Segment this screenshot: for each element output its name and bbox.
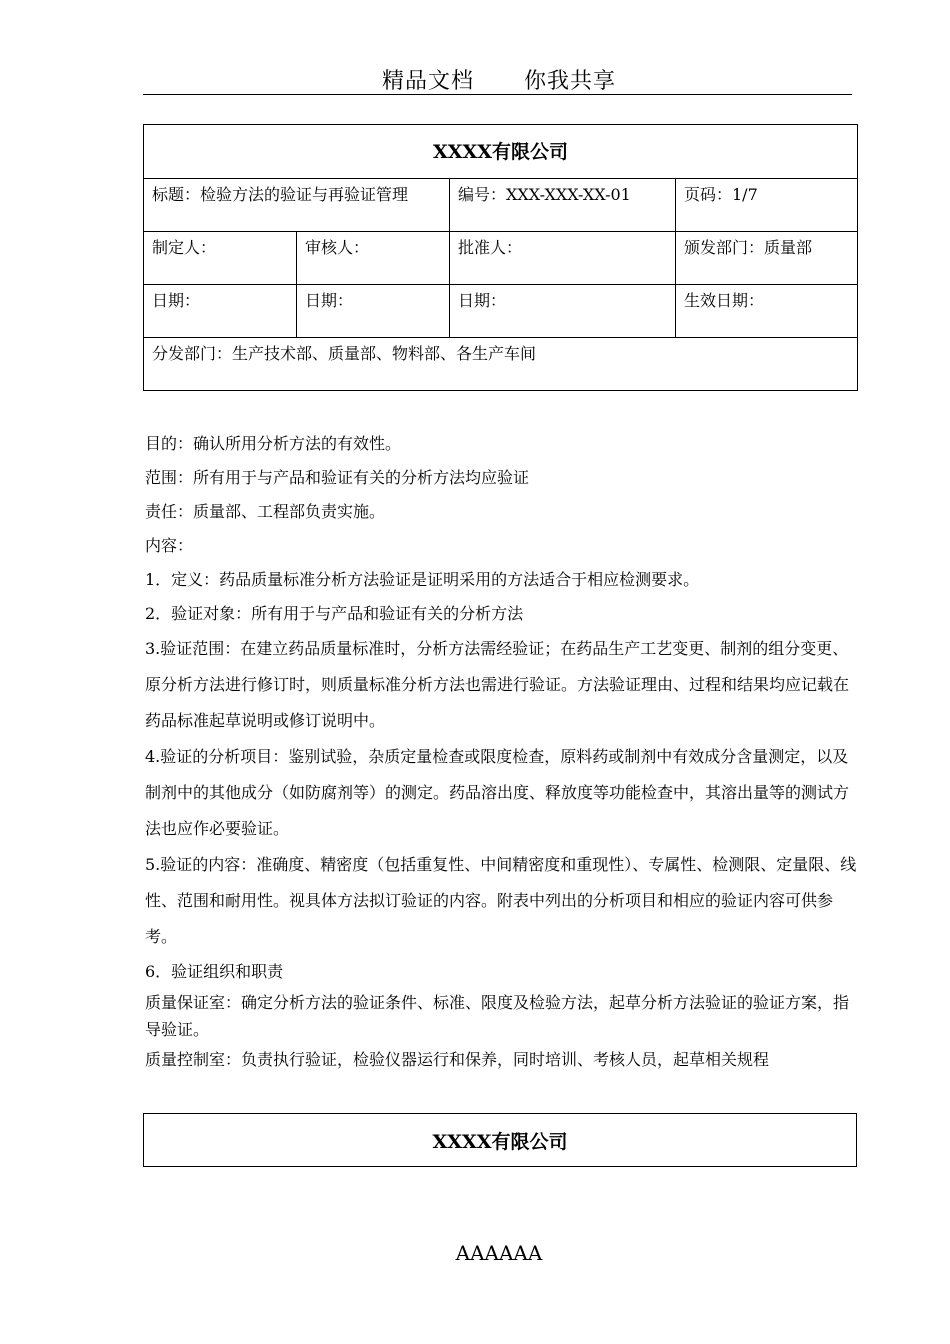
header-right-text: 你我共享 xyxy=(524,69,617,94)
document-control-table xyxy=(143,124,858,391)
item-5-content: 5.验证的内容：准确度、精密度（包括重复性、中间精密度和重现性）、专属性、检测限、定量限、线性、范围和耐用性。视具体方法拟订验证的内容。附表中列出的分析项目和相应的验证内容可供参考。 xyxy=(145,855,857,946)
item-3-scope: 3.验证范围：在建立药品质量标准时，分析方法需经验证；在药品生产工艺变更、制剂的组分变更、原分析方法进行修订时，则质量标准分析方法也需进行验证。方法验证理由、过程和结果均应记载在药品标准起草说明或修订说明中。 xyxy=(145,639,850,730)
document-title-cell: 标题：检验方法的验证与再验证管理 xyxy=(144,179,450,232)
qa-responsibility: 质量保证室：确定分析方法的验证条件、标准、限度及检验方法，起草分析方法验证的验证方案，指导验证。 xyxy=(145,993,850,1039)
content-label: 内容： xyxy=(145,536,194,555)
reviewer-cell: 审核人： xyxy=(297,232,450,285)
document-number-cell: 编号：XXX-XXX-XX-01 xyxy=(450,179,676,232)
approver-cell: 批准人： xyxy=(450,232,676,285)
effective-date-cell: 生效日期： xyxy=(676,285,858,338)
item-4-analysis-items: 4.验证的分析项目：鉴别试验，杂质定量检查或限度检查，原料药或制剂中有效成分含量测定，以及制剂中的其他成分（如防腐剂等）的测定。药品溶出度、释放度等功能检查中，其溶出量等的测试方法也应作必要验证。 xyxy=(145,747,850,838)
scope-paragraph: 范围：所有用于与产品和验证有关的分析方法均应验证 xyxy=(145,468,530,487)
issuing-dept-cell: 颁发部门：质量部 xyxy=(676,232,858,285)
page-number-cell: 页码：1/7 xyxy=(676,179,858,232)
responsibility-paragraph: 责任：质量部、工程部负责实施。 xyxy=(145,502,386,521)
header-left-text: 精品文档 xyxy=(381,69,474,94)
item-2-objects: 2．验证对象：所有用于与产品和验证有关的分析方法 xyxy=(145,604,524,623)
approver-date-cell: 日期： xyxy=(450,285,676,338)
purpose-paragraph: 目的：确认所用分析方法的有效性。 xyxy=(145,434,402,453)
company-name: XXXX有限公司 xyxy=(144,125,858,179)
document-body xyxy=(145,427,857,1077)
item-1-definition: 1．定义：药品质量标准分析方法验证是证明采用的方法适合于相应检测要求。 xyxy=(145,570,700,589)
header-divider xyxy=(143,94,852,95)
item-6-organization: 6．验证组织和职责 xyxy=(145,962,284,981)
page-header xyxy=(143,64,855,95)
distribution-cell: 分发部门：生产技术部、质量部、物料部、各生产车间 xyxy=(144,338,858,391)
next-page-header-table xyxy=(143,1113,857,1167)
qc-responsibility: 质量控制室：负责执行验证，检验仪器运行和保养，同时培训、考核人员，起草相关规程 xyxy=(145,1050,770,1069)
drafter-cell: 制定人： xyxy=(144,232,297,285)
page-footer: AAAAAA xyxy=(455,1241,543,1265)
reviewer-date-cell: 日期： xyxy=(297,285,450,338)
company-name-repeat: XXXX有限公司 xyxy=(144,1114,857,1167)
drafter-date-cell: 日期： xyxy=(144,285,297,338)
